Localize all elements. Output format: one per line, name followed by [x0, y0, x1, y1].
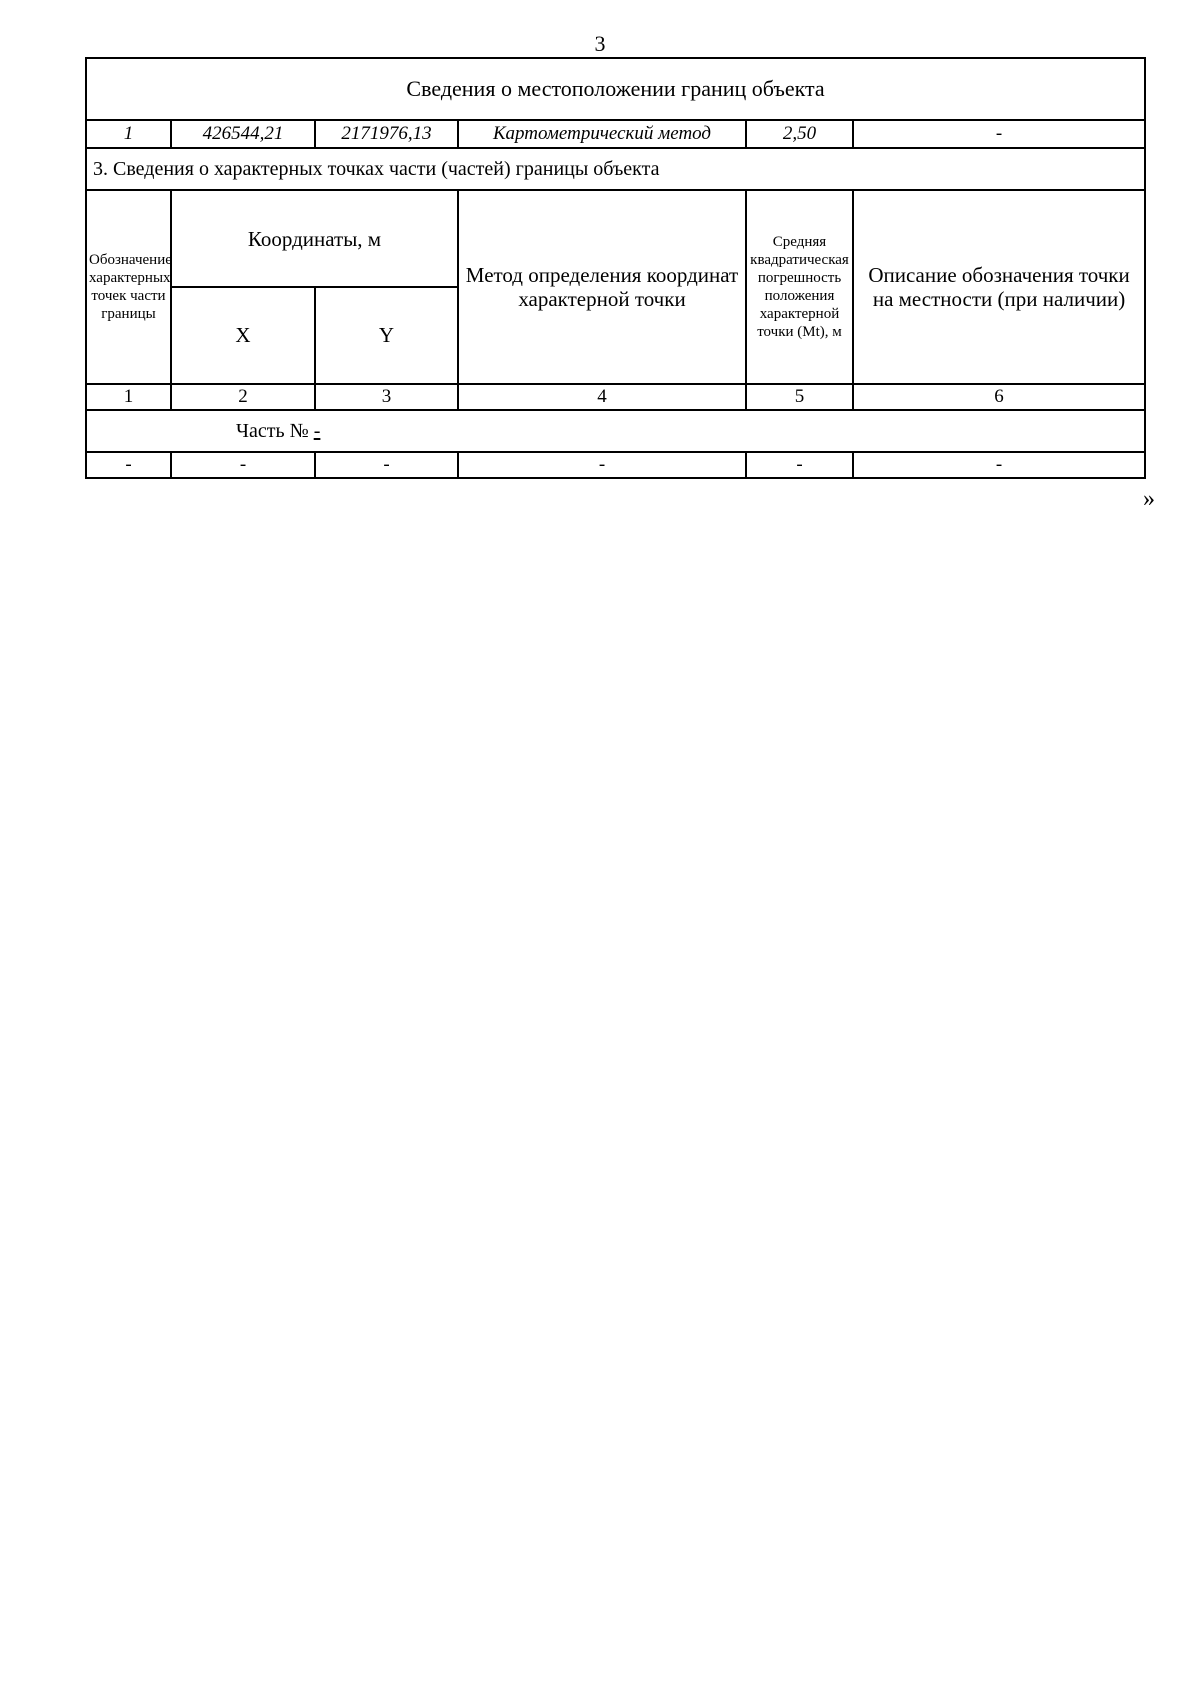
section-title: 3. Сведения о характерных точках части (частей) границы объекта: [86, 148, 1145, 190]
closing-quote-mark: »: [1143, 486, 1155, 512]
column-number: 2: [171, 384, 315, 410]
part-number: -: [313, 419, 321, 442]
description-header: Описание обозначения точки на местности (при наличии): [853, 190, 1145, 384]
error-cell: 2,50: [746, 120, 853, 148]
table-row: [86, 120, 1145, 148]
table-title-row: [86, 58, 1145, 120]
y-header: Y: [315, 287, 458, 384]
column-number: 3: [315, 384, 458, 410]
error-header: Средняя квадратическая погрешность положения характерной точки (Mt), м: [746, 190, 853, 384]
table-title: Сведения о местоположении границ объекта: [86, 58, 1145, 120]
point-number-cell: 1: [86, 120, 171, 148]
part-label-group: [236, 420, 320, 443]
boundary-points-table: [85, 57, 1146, 479]
column-number: 6: [853, 384, 1145, 410]
method-header: Метод определения координат характерной точки: [458, 190, 746, 384]
section-title-row: [86, 148, 1145, 190]
column-numbers-row: [86, 384, 1145, 410]
part-row: [86, 410, 1145, 452]
empty-cell: -: [171, 452, 315, 478]
empty-cell: -: [315, 452, 458, 478]
designation-header: Обозначение характерных точек части границы: [86, 190, 171, 384]
part-label: Часть №: [236, 419, 309, 442]
empty-cell: -: [86, 452, 171, 478]
method-cell: Картометрический метод: [458, 120, 746, 148]
empty-cell: -: [458, 452, 746, 478]
x-coordinate-cell: 426544,21: [171, 120, 315, 148]
header-row-top: [86, 190, 1145, 287]
y-coordinate-cell: 2171976,13: [315, 120, 458, 148]
column-number: 5: [746, 384, 853, 410]
column-number: 4: [458, 384, 746, 410]
table-row: [86, 452, 1145, 478]
empty-cell: -: [853, 452, 1145, 478]
part-heading: [86, 410, 1145, 452]
page-number: 3: [594, 31, 606, 56]
x-header: X: [171, 287, 315, 384]
coordinates-header: Координаты, м: [171, 190, 458, 287]
description-cell: -: [853, 120, 1145, 148]
column-number: 1: [86, 384, 171, 410]
empty-cell: -: [746, 452, 853, 478]
